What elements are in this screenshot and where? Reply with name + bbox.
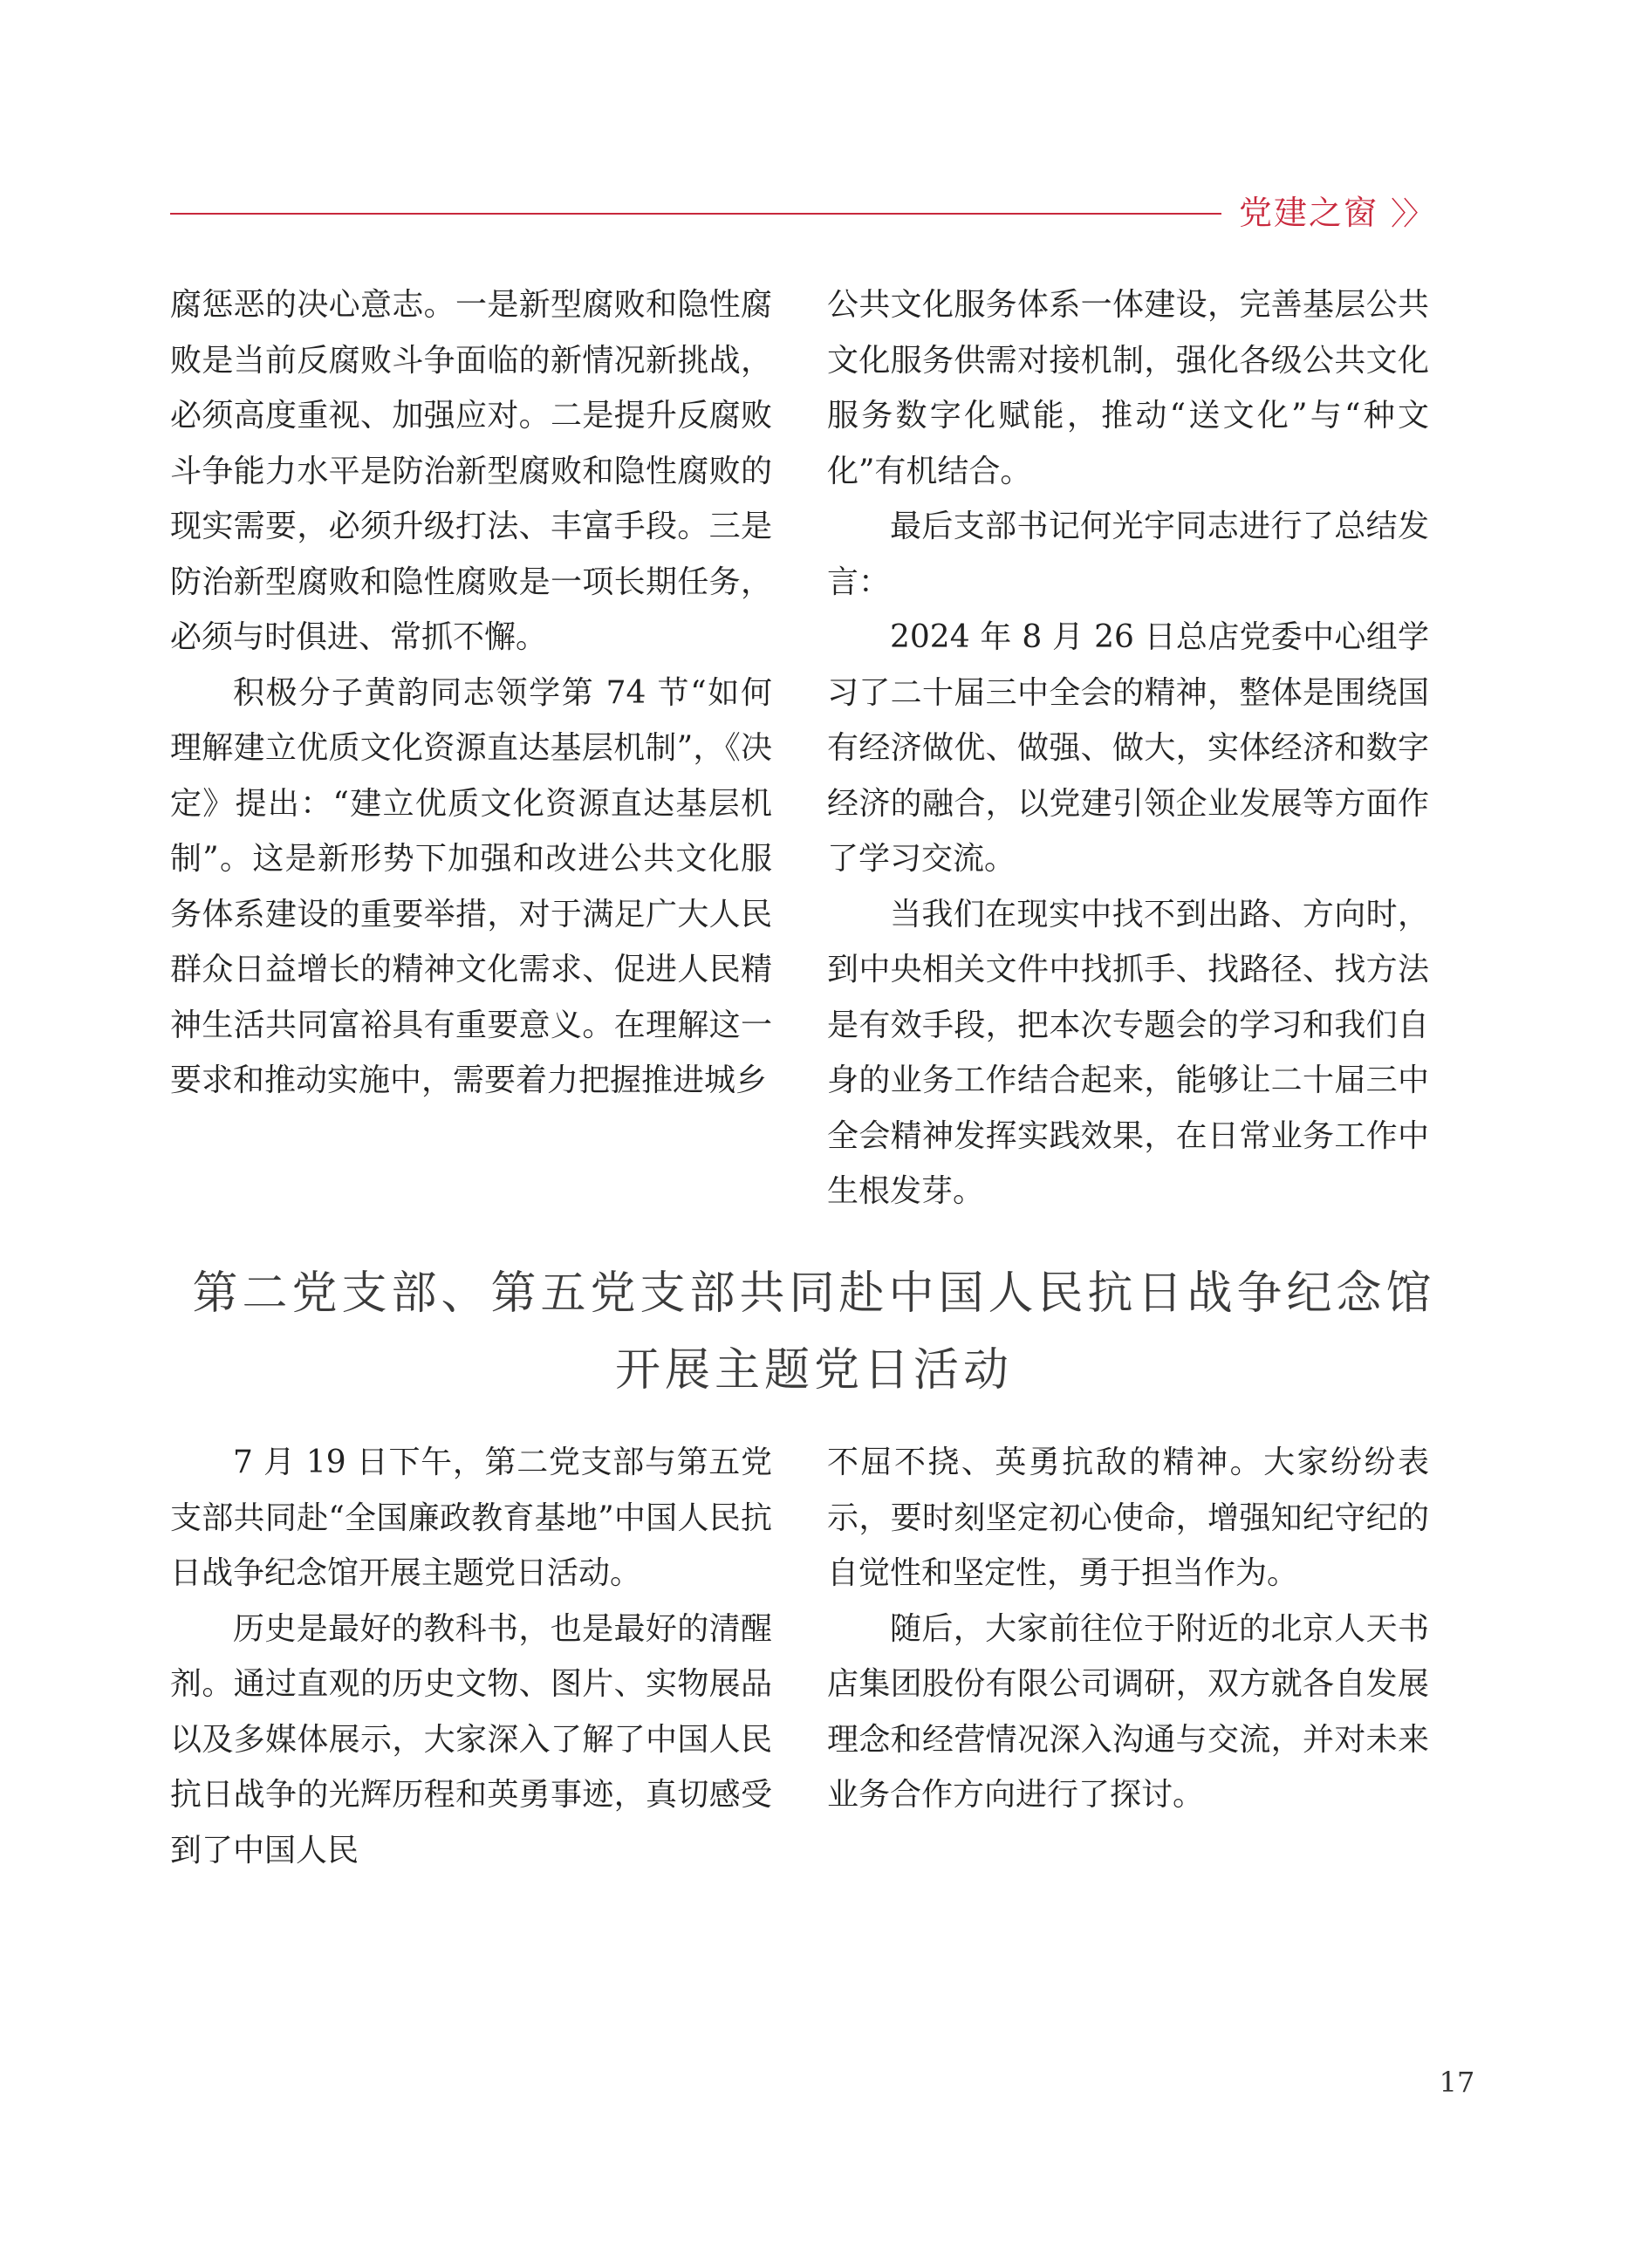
paragraph: 不屈不挠、英勇抗敌的精神。大家纷纷表示，要时刻坚定初心使命，增强知纪守纪的自觉性和坚定性，勇于担当作为。 xyxy=(827,1445,1429,1591)
article2-left-column xyxy=(170,1435,772,1878)
section-label xyxy=(1239,188,1431,237)
article1-left-column xyxy=(170,277,772,1109)
paragraph: 积极分子黄韵同志领学第 74 节“如何理解建立优质文化资源直达基层机制”，《决定》提出：“建立优质文化资源直达基层机制”。这是新形势下加强和改进公共文化服务体系建设的重要举措，对于满足广大人民群众日益增长的精神文化需求、促进人民精神生活共同富裕具有重要意义。在理解这一要求和推动实施中，需要着力把握推进城乡 xyxy=(170,674,772,1098)
chevron-right-icon: 〉〉 xyxy=(1391,196,1432,232)
article1-right-column xyxy=(827,277,1429,1219)
paragraph: 历史是最好的教科书，也是最好的清醒剂。通过直观的历史文物、图片、实物展品以及多媒体展示，大家深入了解了中国人民抗日战争的光辉历程和英勇事迹，真切感受到了中国人民 xyxy=(170,1610,772,1868)
paragraph: 2024 年 8 月 26 日总店党委中心组学习了二十届三中全会的精神，整体是围绕国有经济做优、做强、做大，实体经济和数字经济的融合，以党建引领企业发展等方面作了学习交流。 xyxy=(827,619,1429,877)
paragraph: 7 月 19 日下午，第二党支部与第五党支部共同赴“全国廉政教育基地”中国人民抗日战争纪念馆开展主题党日活动。 xyxy=(170,1445,772,1591)
article2-right-column xyxy=(827,1435,1429,1823)
article-title-line-2: 开展主题党日活动 xyxy=(614,1344,1013,1397)
paragraph: 随后，大家前往位于附近的北京人天书店集团股份有限公司调研，双方就各自发展理念和经营情况深入沟通与交流，并对未来业务合作方向进行了探讨。 xyxy=(827,1610,1429,1813)
section-label-text: 党建之窗 xyxy=(1239,194,1379,232)
header-rule xyxy=(170,213,1221,215)
paragraph: 当我们在现实中找不到出路、方向时，到中央相关文件中找抓手、找路径、找方法是有效手段，把本次专题会的学习和我们自身的业务工作结合起来，能够让二十届三中全会精神发挥实践效果，在日常业务工作中生根发芽。 xyxy=(827,896,1429,1209)
paragraph: 公共文化服务体系一体建设，完善基层公共文化服务供需对接机制，强化各级公共文化服务数字化赋能，推动“送文化”与“种文化”有机结合。 xyxy=(827,287,1429,489)
article-title-line-1: 第二党支部、第五党支部共同赴中国人民抗日战争纪念馆 xyxy=(192,1267,1436,1320)
page-number: 17 xyxy=(1439,2066,1475,2099)
paragraph: 腐惩恶的决心意志。一是新型腐败和隐性腐败是当前反腐败斗争面临的新情况新挑战，必须高度重视、加强应对。二是提升反腐败斗争能力水平是防治新型腐败和隐性腐败的现实需要，必须升级打法、丰富手段。三是防治新型腐败和隐性腐败是一项长期任务，必须与时俱进、常抓不懈。 xyxy=(170,287,772,655)
paragraph: 最后支部书记何光宇同志进行了总结发言： xyxy=(827,509,1429,600)
